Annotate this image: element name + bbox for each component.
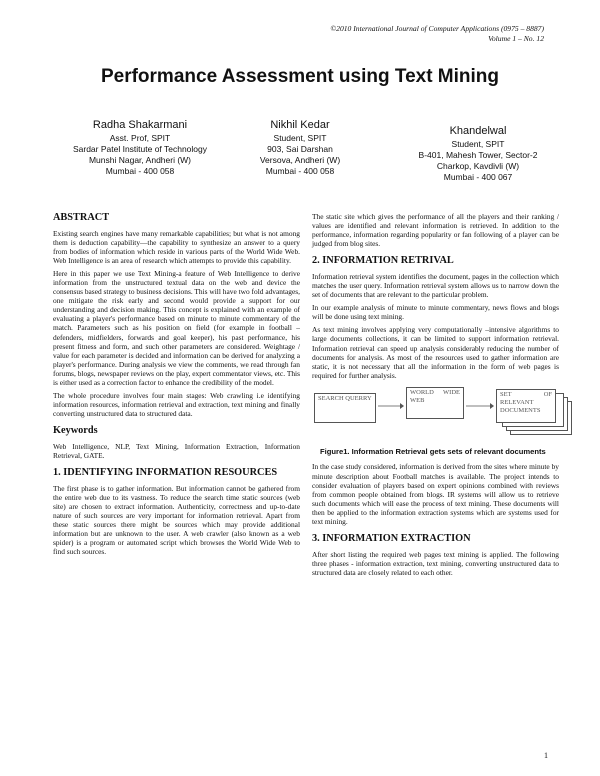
section-paragraph: As text mining involves applying very computationally –intensive algorithms to large documents collections, it can be limited to support information retrieval. Information retrieval can speed up analysis considerably reducing the number of documents for analysis. As most of the resources used to gather information are static, it is not necessary that all the information in the form of web pages is required for further analysis.: [312, 325, 559, 380]
figure-ir-diagram: [312, 387, 559, 445]
author-affiliation-line: 903, Sai Darshan: [267, 144, 333, 154]
world-wide-web-box: WORLD WIDE WEB: [406, 387, 464, 419]
section-paragraph: In our example analysis of minute to minute commentary, news flows and blogs will be done using text mining.: [312, 303, 559, 322]
author-affiliation-line: B-401, Mahesh Tower, Sector-2: [418, 150, 538, 160]
keywords-heading: Keywords: [53, 425, 98, 437]
abstract-heading: ABSTRACT: [53, 212, 110, 223]
body-paragraph: The static site which gives the performance of all the players and their ranking / values are identified and relevant information is retrieved. In addition to the performance, information regarding popularity or fan following of a player can be judged from blog sites.: [312, 212, 559, 249]
arrow-icon: [378, 401, 404, 411]
section-paragraph: After short listing the required web pages text mining is applied. The following three phases - information extraction, text mining, converting unstructured data to structured data are closely related to each other.: [312, 549, 559, 577]
author-affiliation-line: Mumbai - 400 067: [443, 172, 513, 182]
abstract-paragraph: Existing search engines have many remarkable capabilities; but what is not among them is deduction capability—the capability to synthesize an answer to a query from bodies of information which reside in various parts of the World Wide Web. Web Intelligence is an area of research which attempts to provide this capability.: [53, 228, 300, 265]
author-name: Nikhil Kedar: [270, 119, 330, 131]
author-block: [40, 118, 240, 177]
search-query-box: SEARCH QUERRY: [314, 393, 376, 423]
author-name: Khandelwal: [449, 125, 507, 137]
section-paragraph: Information retrieval system identifies the document, pages in the collection which matches the user query. Information retrieval system allows us to narrow down the set of documents that are relevant to the particular problem.: [312, 271, 559, 300]
relevant-documents-box: SET OF RELEVANT DOCUMENTS: [496, 389, 556, 423]
journal-header: [330, 24, 544, 44]
author-affiliation-line: Asst. Prof, SPIT: [109, 133, 171, 143]
page-number: 1: [544, 751, 548, 760]
keywords-text: Web Intelligence, NLP, Text Mining, Information Extraction, Information Retrieval, GATE.: [53, 441, 300, 460]
author-block: [230, 118, 370, 177]
section-heading: 3. INFORMATION EXTRACTION: [312, 533, 471, 545]
author-affiliation-line: Munshi Nagar, Andheri (W): [88, 155, 192, 165]
author-affiliation-line: Charkop, Kavdivli (W): [436, 161, 520, 171]
author-affiliation-line: Mumbai - 400 058: [105, 166, 175, 176]
abstract-paragraph: Here in this paper we use Text Mining-a feature of Web Intelligence to derive information from the unstructured textual data on the web and device the consensus based strategy to business decisions. This will have two fold advantages, one mitigate the risk early and second would provide a support for our understanding and decision making. This concept is explained with an example of evaluating a player's performance based on minute to minute commentary of the match. Parameters such as his position on field (for example in football – defenders, midfielders, forwards and goal keeper), his past performance, his present fitness and form, and such other parameters are considered. Weightage / value for each parameter is decided and information can be derived for analyzing a player's performance. During analysis we view the comments, we read through fan forums, blogs, newspaper reviews on the play, expert commentator views, etc. This is either used as a correction factor to enhance the credibility of the model.: [53, 268, 300, 387]
author-affiliation-line: Student, SPIT: [273, 133, 327, 143]
right-column: [312, 212, 559, 581]
author-name: Radha Shakarmani: [92, 119, 188, 131]
author-affiliation-line: Versova, Andheri (W): [259, 155, 341, 165]
abstract-paragraph: The whole procedure involves four main stages: Web crawling i.e identifying information resources, information retrieval and extraction, text mining and finally converting unstructured data to structured data.: [53, 391, 300, 419]
author-affiliation-line: Mumbai - 400 058: [265, 166, 335, 176]
section-heading: 1. IDENTIFYING INFORMATION RESOURCES: [53, 467, 278, 479]
arrow-icon: [466, 401, 494, 411]
paper-title: Performance Assessment using Text Mining: [100, 66, 500, 87]
section-paragraph: The first phase is to gather information. But information cannot be gathered from the entire web due to its vastness. To reduce the search time static sources (web site) are chosen to extract information. Authenticity, correctness and up-to-date nature of such sources are very important for information retrieval. Apart from these static sources there might be sources which may provide additional information but are unknown to the user. A web crawler (also known as a web spider) is a program or automated script which browses the World Wide Web to find such sources.: [53, 483, 300, 557]
section-heading: 2. INFORMATION RETRIVAL: [312, 255, 454, 267]
left-column: [53, 212, 300, 560]
figure-caption: Figure1. Information Retrieval gets sets of relevant documents: [320, 446, 546, 456]
journal-citation: ©2010 International Journal of Computer Applications (0975 – 8887): [330, 24, 544, 33]
author-block: [378, 124, 578, 183]
section-paragraph: In the case study considered, information is derived from the sites where minute by minute description about Football matches is available. The project intends to consider evaluation of players based on expert opinions combined with reviews from common people obtained from blogs. IR systems will allow us to retrieve such documents which will ease the process of text mining. These documents will then be applied to the information extraction systems which are systems used for text mining.: [312, 462, 559, 526]
author-affiliation-line: Sardar Patel Institute of Technology: [72, 144, 208, 154]
journal-volume: Volume 1 – No. 12: [488, 34, 544, 43]
author-affiliation-line: Student, SPIT: [451, 139, 505, 149]
